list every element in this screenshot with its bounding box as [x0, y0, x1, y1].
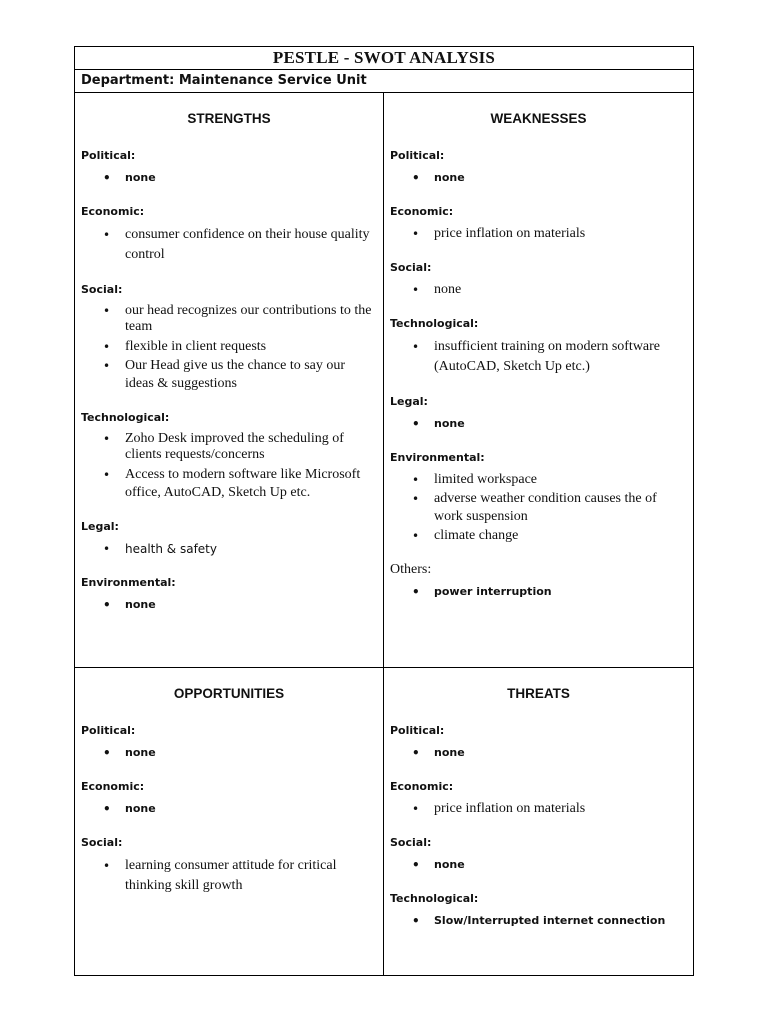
list-item: • none: [103, 171, 156, 185]
category-label: Economic:: [390, 205, 454, 218]
bullet-icon: •: [103, 468, 111, 482]
weaknesses-environmental-section: [390, 451, 687, 545]
bullet-icon: •: [412, 802, 420, 816]
category-label: Political:: [81, 724, 136, 737]
document-title: PESTLE - SWOT ANALYSIS: [75, 47, 693, 70]
strengths-social-section: [81, 283, 377, 393]
strengths-cell: [75, 93, 384, 667]
list-item: • adverse weather condition causes the of work suspension: [412, 491, 657, 524]
bullet-icon: •: [103, 802, 111, 816]
bullet-icon: •: [103, 304, 111, 318]
list-item: • none: [103, 802, 156, 816]
bullet-icon: •: [103, 542, 111, 556]
category-label: Legal:: [390, 395, 428, 408]
weaknesses-legal-section: [390, 395, 687, 433]
strengths-environmental-section: [81, 576, 377, 614]
list-item: • Slow/Interrupted internet connection: [412, 914, 666, 928]
bullet-icon: •: [103, 598, 111, 612]
list-item: • none: [103, 746, 156, 760]
bullet-icon: •: [103, 228, 111, 242]
category-label: Social:: [390, 261, 432, 274]
threats-heading: THREATS: [507, 686, 570, 701]
bullet-icon: •: [412, 746, 420, 760]
swot-table: [74, 46, 694, 976]
list-item: • limited workspace: [412, 472, 538, 487]
swot-row-top: [75, 93, 693, 668]
threats-cell: [384, 668, 693, 975]
category-label: Economic:: [81, 780, 145, 793]
list-item: • our head recognizes our contributions to the team: [103, 303, 372, 334]
strengths-legal-section: [81, 520, 377, 558]
bullet-icon: •: [412, 914, 420, 928]
list-item: • none: [412, 282, 462, 297]
category-label: Political:: [390, 149, 445, 162]
bullet-icon: •: [412, 227, 420, 241]
weaknesses-cell: [384, 93, 693, 667]
bullet-icon: •: [412, 585, 420, 599]
bullet-icon: •: [412, 340, 420, 354]
category-label: Social:: [81, 283, 123, 296]
bullet-icon: •: [103, 340, 111, 354]
weaknesses-others-section: [390, 563, 687, 601]
category-label: Environmental:: [81, 576, 176, 589]
opportunities-cell: [75, 668, 384, 975]
list-item: • none: [412, 746, 465, 760]
list-item: • insufficient training on modern software (AutoCAD, Sketch Up etc.): [412, 339, 661, 374]
list-item: • price inflation on materials: [412, 801, 586, 816]
threats-technological-section: [390, 892, 687, 930]
category-label: Technological:: [81, 411, 170, 424]
list-item: • none: [412, 417, 465, 431]
category-label: Social:: [390, 836, 432, 849]
bullet-icon: •: [412, 858, 420, 872]
strengths-technological-section: [81, 411, 377, 502]
category-label: Technological:: [390, 892, 479, 905]
category-label: Political:: [390, 724, 445, 737]
strengths-economic-section: [81, 205, 377, 265]
weaknesses-technological-section: [390, 317, 687, 377]
category-label: Technological:: [390, 317, 479, 330]
bullet-icon: •: [412, 283, 420, 297]
list-item: • flexible in client requests: [103, 339, 267, 354]
bullet-icon: •: [103, 359, 111, 373]
bullet-icon: •: [412, 473, 420, 487]
list-item: • climate change: [412, 528, 519, 543]
category-label: Economic:: [390, 780, 454, 793]
category-label: Economic:: [81, 205, 145, 218]
category-label: Political:: [81, 149, 136, 162]
bullet-icon: •: [103, 432, 111, 446]
list-item: • Zoho Desk improved the scheduling of clients requests/concerns: [103, 431, 344, 462]
bullet-icon: •: [412, 529, 420, 543]
list-item: • consumer confidence on their house quality control: [103, 227, 370, 262]
opportunities-social-section: [81, 836, 377, 896]
department-label: Department: Maintenance Service Unit: [75, 70, 693, 93]
list-item: • health & safety: [103, 542, 217, 556]
opportunities-heading: OPPORTUNITIES: [173, 686, 285, 701]
bullet-icon: •: [412, 492, 420, 506]
opportunities-political-section: [81, 724, 377, 762]
weaknesses-economic-section: [390, 205, 687, 243]
list-item: • none: [412, 858, 465, 872]
weaknesses-social-section: [390, 261, 687, 299]
threats-economic-section: [390, 780, 687, 818]
strengths-heading: STRENGTHS: [187, 111, 271, 126]
weaknesses-heading: WEAKNESSES: [490, 111, 587, 126]
list-item: • price inflation on materials: [412, 226, 586, 241]
weaknesses-political-section: [390, 149, 687, 187]
category-label: Legal:: [81, 520, 119, 533]
bullet-icon: •: [103, 746, 111, 760]
strengths-political-section: [81, 149, 377, 187]
bullet-icon: •: [412, 417, 420, 431]
list-item: • none: [412, 171, 465, 185]
threats-political-section: [390, 724, 687, 762]
list-item: • Access to modern software like Microsoft office, AutoCAD, Sketch Up etc.: [103, 467, 361, 500]
threats-social-section: [390, 836, 687, 874]
bullet-icon: •: [103, 171, 111, 185]
list-item: • learning consumer attitude for critical thinking skill growth: [103, 858, 337, 893]
category-label: Environmental:: [390, 451, 485, 464]
list-item: • power interruption: [412, 585, 552, 599]
category-label: Social:: [81, 836, 123, 849]
category-label: Others:: [390, 562, 432, 577]
swot-row-bottom: [75, 668, 693, 975]
bullet-icon: •: [103, 859, 111, 873]
list-item: • Our Head give us the chance to say our ideas & suggestions: [103, 358, 346, 391]
opportunities-economic-section: [81, 780, 377, 818]
bullet-icon: •: [412, 171, 420, 185]
list-item: • none: [103, 598, 156, 612]
